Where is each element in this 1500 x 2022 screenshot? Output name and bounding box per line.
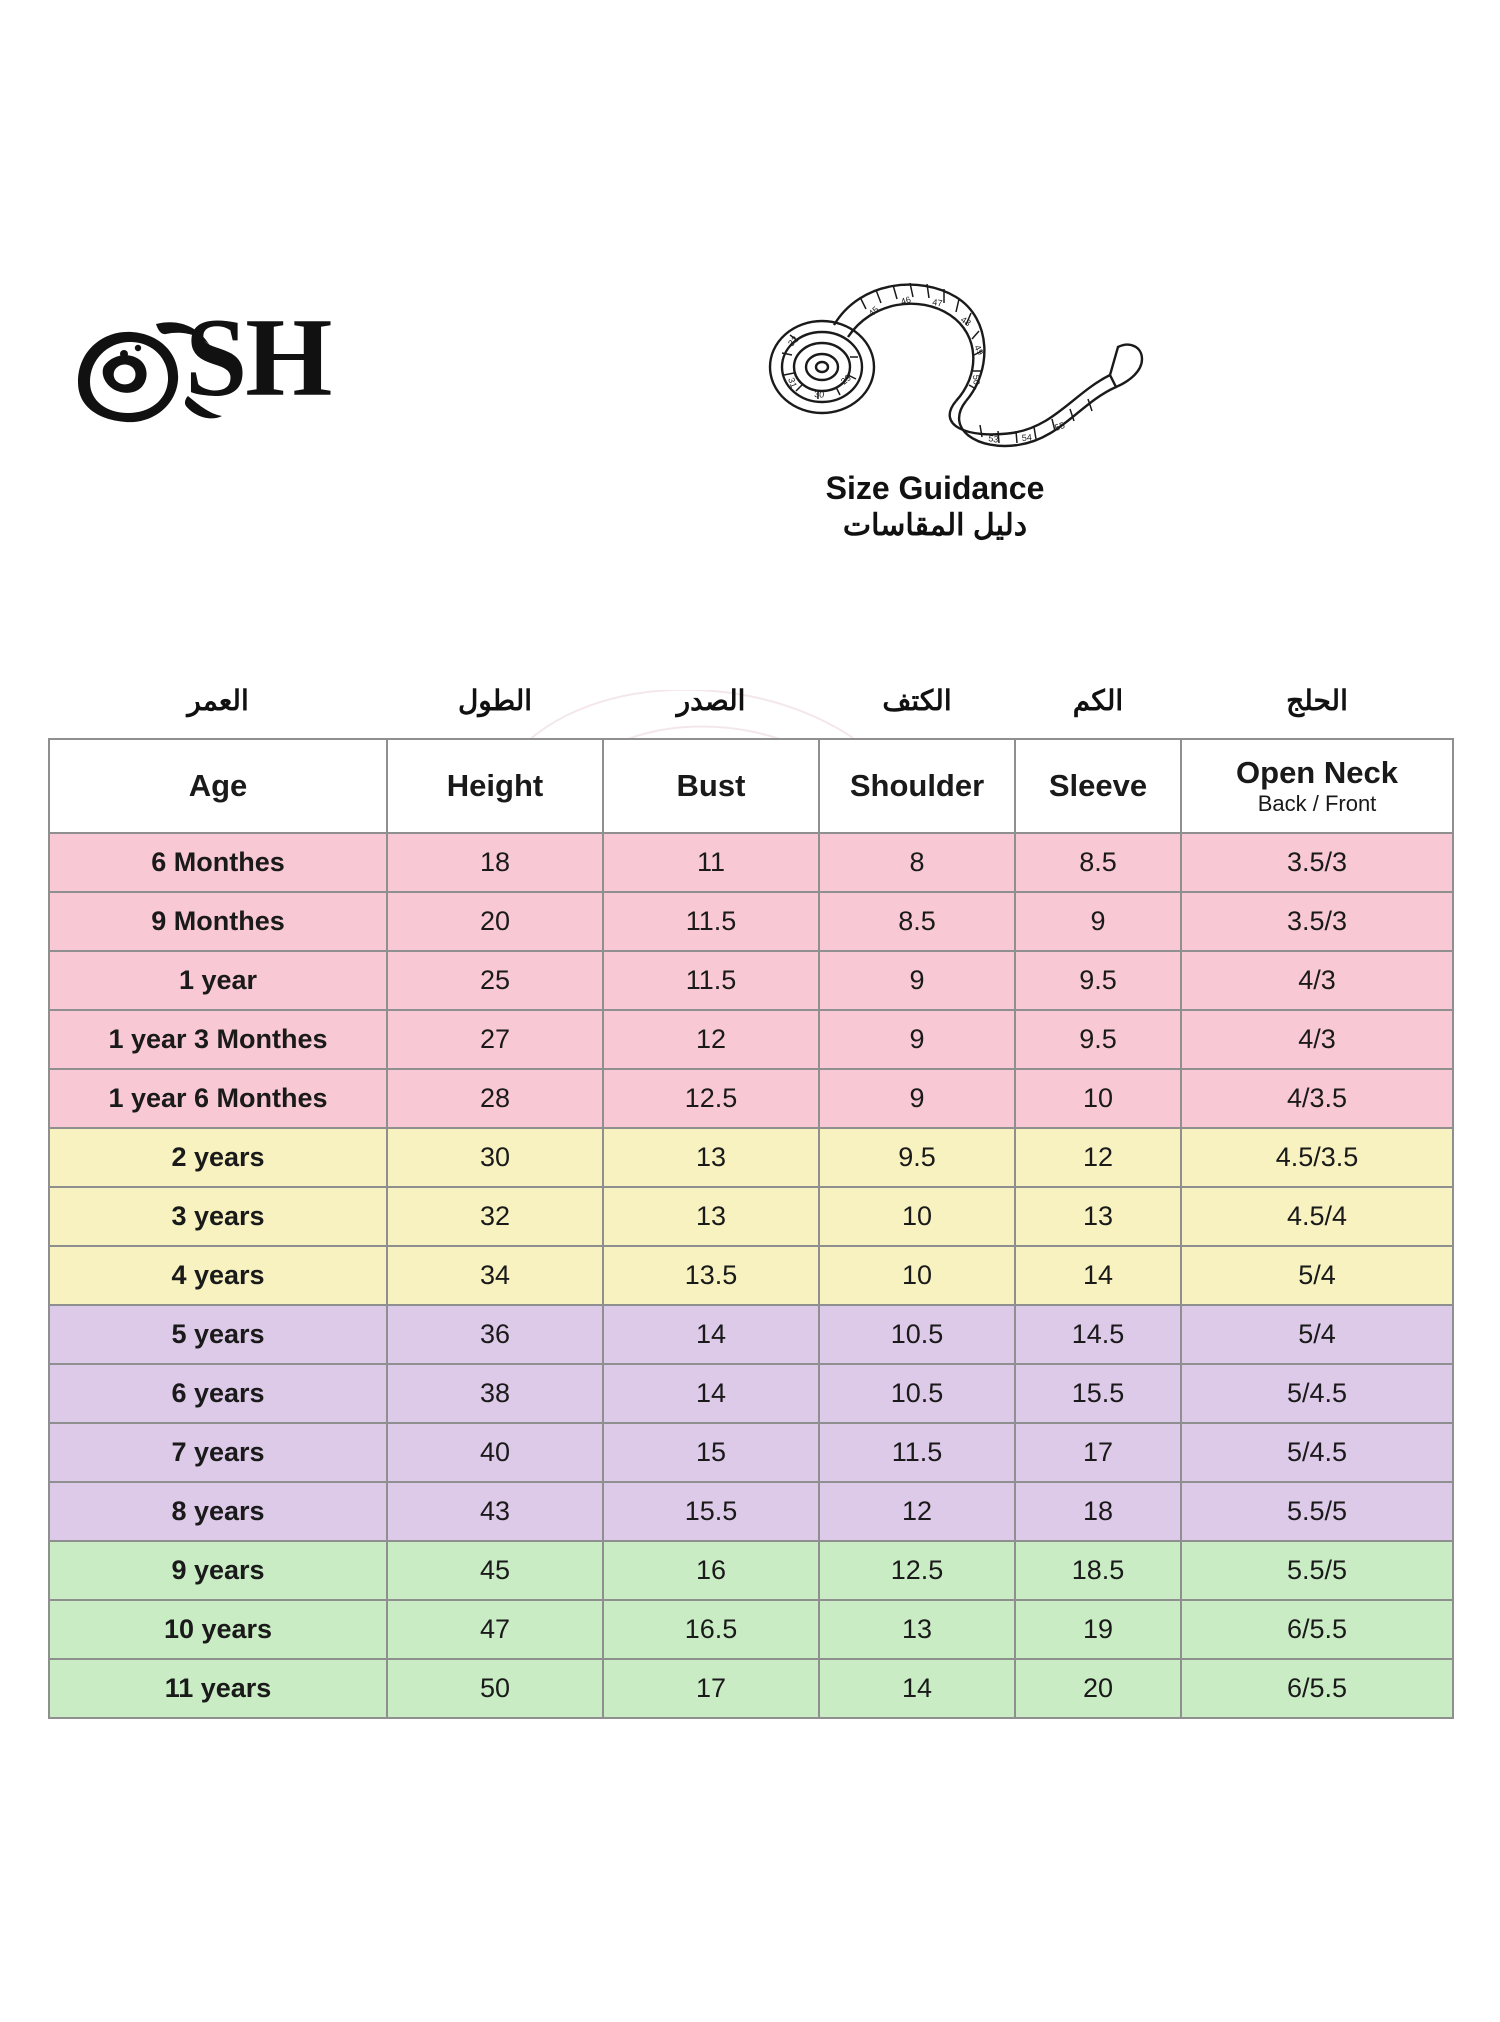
cell-age: 3 years bbox=[49, 1187, 387, 1246]
header-age: Age bbox=[49, 739, 387, 833]
cell-shoulder: 12.5 bbox=[819, 1541, 1015, 1600]
cell-sleeve: 9.5 bbox=[1015, 1010, 1181, 1069]
cell-age: 11 years bbox=[49, 1659, 387, 1718]
size-guidance-title-ar: دليل المقاسات bbox=[842, 508, 1028, 542]
cell-sleeve: 10 bbox=[1015, 1069, 1181, 1128]
cell-bust: 12.5 bbox=[603, 1069, 819, 1128]
table-body bbox=[49, 833, 1453, 1718]
cell-open-neck: 4.5/3.5 bbox=[1181, 1128, 1453, 1187]
arabic-header-sleeve: الكم bbox=[1072, 684, 1124, 716]
arabic-header-open-neck: الحلج bbox=[1286, 684, 1348, 716]
header-open-neck-label: Open Neck bbox=[1236, 754, 1398, 790]
cell-height: 18 bbox=[387, 833, 603, 892]
cell-open-neck: 5.5/5 bbox=[1181, 1482, 1453, 1541]
cell-open-neck: 3.5/3 bbox=[1181, 833, 1453, 892]
table-row bbox=[49, 1246, 1453, 1305]
cell-open-neck: 5/4.5 bbox=[1181, 1364, 1453, 1423]
cell-sleeve: 15.5 bbox=[1015, 1364, 1181, 1423]
cell-bust: 15.5 bbox=[603, 1482, 819, 1541]
cell-sleeve: 19 bbox=[1015, 1600, 1181, 1659]
cell-bust: 16 bbox=[603, 1541, 819, 1600]
cell-sleeve: 14.5 bbox=[1015, 1305, 1181, 1364]
svg-text:53: 53 bbox=[987, 433, 1000, 445]
svg-text:29: 29 bbox=[838, 372, 853, 387]
cell-age: 7 years bbox=[49, 1423, 387, 1482]
table-row bbox=[49, 1659, 1453, 1718]
cell-age: 9 Monthes bbox=[49, 892, 387, 951]
cell-height: 36 bbox=[387, 1305, 603, 1364]
cell-shoulder: 10.5 bbox=[819, 1364, 1015, 1423]
header-bust: Bust bbox=[603, 739, 819, 833]
table-head bbox=[49, 672, 1453, 833]
cell-open-neck: 5/4 bbox=[1181, 1305, 1453, 1364]
arabic-header-height: الطول bbox=[457, 684, 533, 716]
cell-bust: 12 bbox=[603, 1010, 819, 1069]
cell-sleeve: 9.5 bbox=[1015, 951, 1181, 1010]
svg-text:32: 32 bbox=[786, 334, 801, 349]
cell-sleeve: 12 bbox=[1015, 1128, 1181, 1187]
cell-sleeve: 18.5 bbox=[1015, 1541, 1181, 1600]
cell-shoulder: 9 bbox=[819, 1069, 1015, 1128]
cell-age: 1 year 6 Monthes bbox=[49, 1069, 387, 1128]
cell-sleeve: 18 bbox=[1015, 1482, 1181, 1541]
svg-text:49: 49 bbox=[972, 343, 986, 357]
table-row bbox=[49, 892, 1453, 951]
cell-bust: 11.5 bbox=[603, 892, 819, 951]
header-open-neck bbox=[1181, 739, 1453, 833]
arabic-header-row bbox=[49, 672, 1453, 739]
cell-age: 9 years bbox=[49, 1541, 387, 1600]
header-row bbox=[49, 739, 1453, 833]
cell-open-neck: 5/4 bbox=[1181, 1246, 1453, 1305]
cell-bust: 16.5 bbox=[603, 1600, 819, 1659]
cell-shoulder: 8.5 bbox=[819, 892, 1015, 951]
size-chart bbox=[48, 672, 1452, 1719]
cell-height: 25 bbox=[387, 951, 603, 1010]
cell-sleeve: 13 bbox=[1015, 1187, 1181, 1246]
table-row bbox=[49, 1482, 1453, 1541]
cell-bust: 11.5 bbox=[603, 951, 819, 1010]
table-row bbox=[49, 1010, 1453, 1069]
arabic-header-age: العمر bbox=[187, 684, 249, 716]
cell-shoulder: 9.5 bbox=[819, 1128, 1015, 1187]
arabic-header-shoulder: الكتف bbox=[882, 684, 952, 716]
cell-open-neck: 5.5/5 bbox=[1181, 1541, 1453, 1600]
cell-sleeve: 9 bbox=[1015, 892, 1181, 951]
cell-shoulder: 10.5 bbox=[819, 1305, 1015, 1364]
cell-shoulder: 13 bbox=[819, 1600, 1015, 1659]
cell-height: 38 bbox=[387, 1364, 603, 1423]
tape-measure-icon bbox=[730, 275, 1160, 460]
cell-bust: 13 bbox=[603, 1187, 819, 1246]
cell-age: 4 years bbox=[49, 1246, 387, 1305]
cell-open-neck: 4/3 bbox=[1181, 1010, 1453, 1069]
header-open-neck-sub: Back / Front bbox=[1257, 790, 1377, 816]
cell-sleeve: 8.5 bbox=[1015, 833, 1181, 892]
table-row bbox=[49, 951, 1453, 1010]
cell-bust: 11 bbox=[603, 833, 819, 892]
table-row bbox=[49, 1600, 1453, 1659]
svg-text:46: 46 bbox=[899, 294, 913, 307]
svg-text:31: 31 bbox=[786, 376, 799, 390]
cell-open-neck: 6/5.5 bbox=[1181, 1659, 1453, 1718]
page-header bbox=[0, 294, 1500, 630]
cell-age: 2 years bbox=[49, 1128, 387, 1187]
cell-height: 27 bbox=[387, 1010, 603, 1069]
cell-shoulder: 9 bbox=[819, 1010, 1015, 1069]
cell-open-neck: 5/4.5 bbox=[1181, 1423, 1453, 1482]
header-height: Height bbox=[387, 739, 603, 833]
brand-wordmark: SH bbox=[185, 296, 331, 420]
cell-shoulder: 10 bbox=[819, 1187, 1015, 1246]
cell-shoulder: 8 bbox=[819, 833, 1015, 892]
table-row bbox=[49, 1305, 1453, 1364]
table-row bbox=[49, 1187, 1453, 1246]
cell-age: 1 year bbox=[49, 951, 387, 1010]
svg-text:30: 30 bbox=[813, 389, 825, 400]
cell-shoulder: 11.5 bbox=[819, 1423, 1015, 1482]
cell-sleeve: 14 bbox=[1015, 1246, 1181, 1305]
svg-text:48: 48 bbox=[958, 314, 973, 329]
cell-height: 30 bbox=[387, 1128, 603, 1187]
cell-shoulder: 14 bbox=[819, 1659, 1015, 1718]
cell-bust: 14 bbox=[603, 1364, 819, 1423]
cell-height: 50 bbox=[387, 1659, 603, 1718]
svg-text:47: 47 bbox=[931, 297, 944, 309]
header-sleeve: Sleeve bbox=[1015, 739, 1181, 833]
arabic-header-bust: الصدر bbox=[676, 684, 746, 716]
cell-height: 47 bbox=[387, 1600, 603, 1659]
cell-bust: 17 bbox=[603, 1659, 819, 1718]
cell-age: 10 years bbox=[49, 1600, 387, 1659]
cell-height: 34 bbox=[387, 1246, 603, 1305]
cell-open-neck: 4/3.5 bbox=[1181, 1069, 1453, 1128]
size-table bbox=[48, 672, 1454, 1719]
cell-bust: 13 bbox=[603, 1128, 819, 1187]
header-shoulder: Shoulder bbox=[819, 739, 1015, 833]
cell-age: 1 year 3 Monthes bbox=[49, 1010, 387, 1069]
table-row bbox=[49, 1128, 1453, 1187]
cell-height: 40 bbox=[387, 1423, 603, 1482]
table-row bbox=[49, 1069, 1453, 1128]
table-row bbox=[49, 1541, 1453, 1600]
table-row bbox=[49, 833, 1453, 892]
table-row bbox=[49, 1364, 1453, 1423]
size-guidance-title-en: Size Guidance bbox=[825, 470, 1045, 506]
svg-text:54: 54 bbox=[1021, 432, 1033, 443]
cell-bust: 13.5 bbox=[603, 1246, 819, 1305]
svg-text:55: 55 bbox=[1053, 420, 1067, 433]
cell-shoulder: 9 bbox=[819, 951, 1015, 1010]
cell-bust: 15 bbox=[603, 1423, 819, 1482]
table-row bbox=[49, 1423, 1453, 1482]
size-guidance-title bbox=[765, 470, 1105, 544]
cell-height: 20 bbox=[387, 892, 603, 951]
cell-age: 5 years bbox=[49, 1305, 387, 1364]
cell-open-neck: 6/5.5 bbox=[1181, 1600, 1453, 1659]
cell-open-neck: 3.5/3 bbox=[1181, 892, 1453, 951]
cell-bust: 14 bbox=[603, 1305, 819, 1364]
cell-height: 32 bbox=[387, 1187, 603, 1246]
cell-open-neck: 4/3 bbox=[1181, 951, 1453, 1010]
cell-height: 43 bbox=[387, 1482, 603, 1541]
cell-sleeve: 17 bbox=[1015, 1423, 1181, 1482]
cell-age: 8 years bbox=[49, 1482, 387, 1541]
cell-height: 45 bbox=[387, 1541, 603, 1600]
svg-text:50: 50 bbox=[971, 374, 982, 386]
svg-text:45: 45 bbox=[866, 304, 881, 319]
cell-age: 6 Monthes bbox=[49, 833, 387, 892]
cell-height: 28 bbox=[387, 1069, 603, 1128]
cell-shoulder: 10 bbox=[819, 1246, 1015, 1305]
cell-open-neck: 4.5/4 bbox=[1181, 1187, 1453, 1246]
cell-age: 6 years bbox=[49, 1364, 387, 1423]
cell-shoulder: 12 bbox=[819, 1482, 1015, 1541]
cell-sleeve: 20 bbox=[1015, 1659, 1181, 1718]
